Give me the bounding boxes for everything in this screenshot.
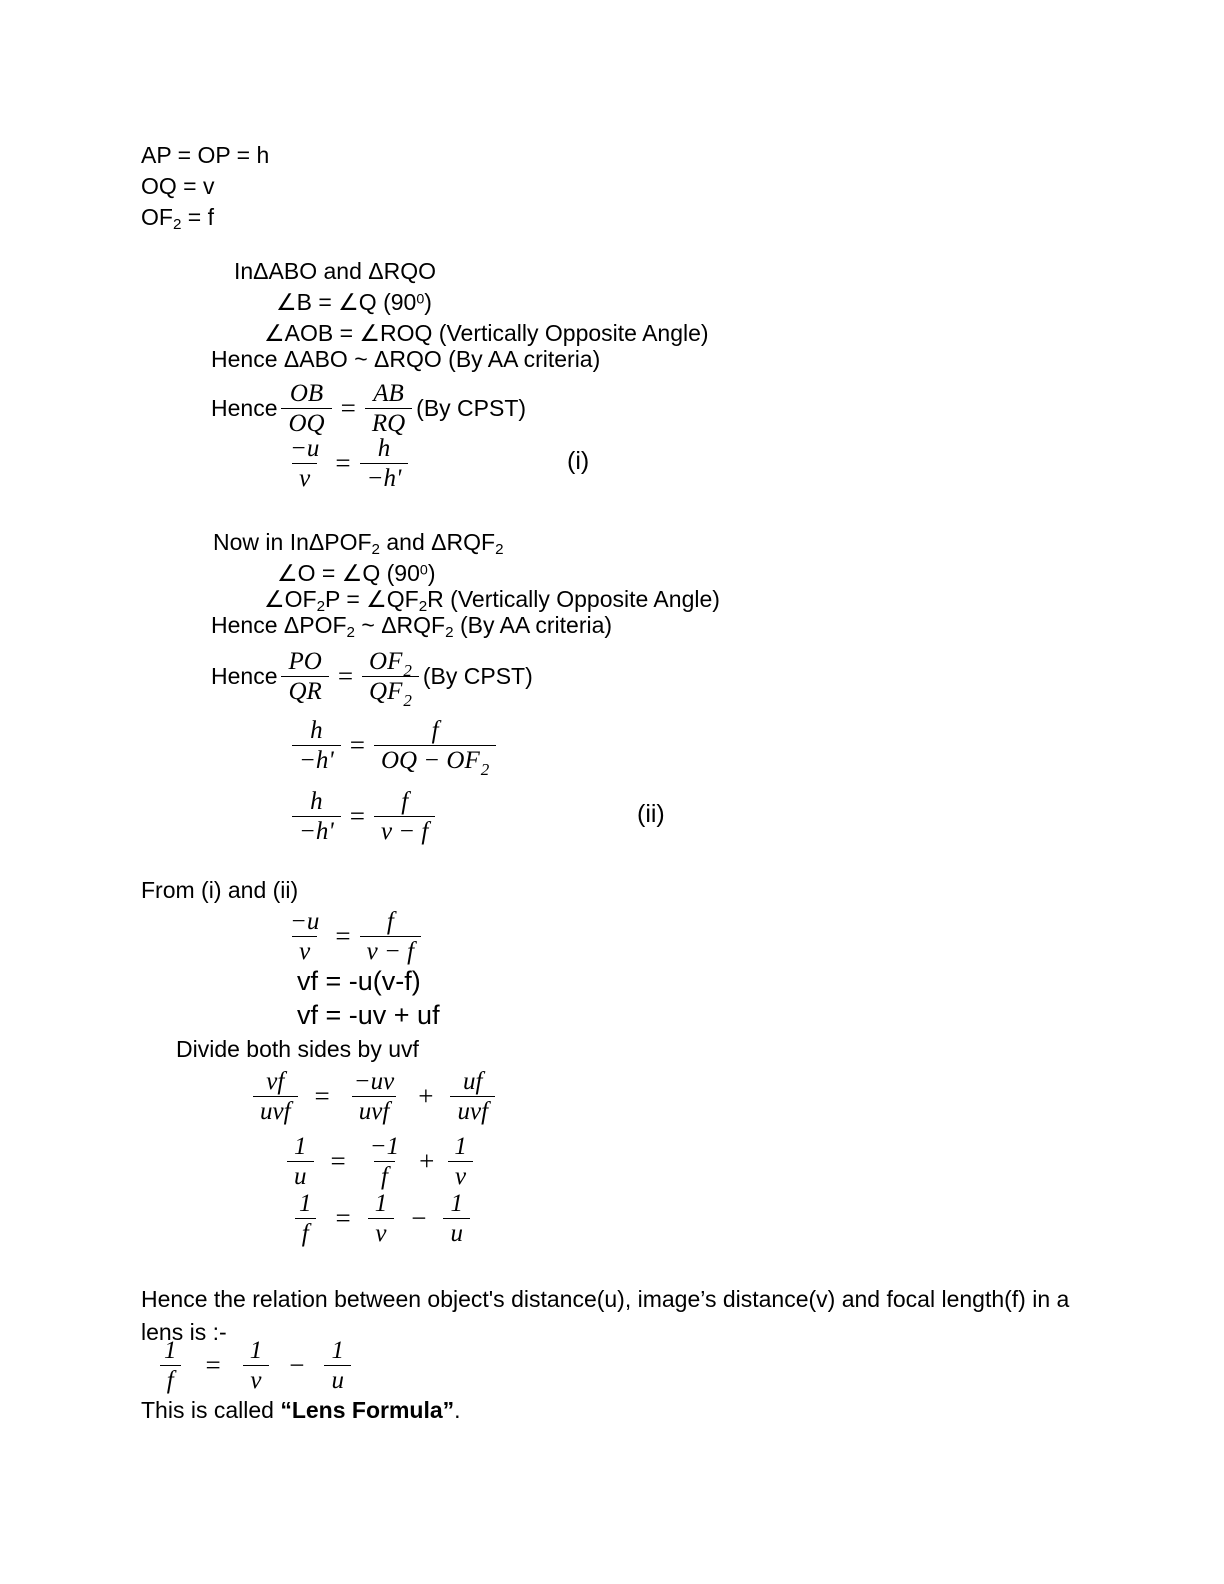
fraction-denominator: OQ bbox=[281, 408, 331, 437]
combine-equation-lens bbox=[292, 1190, 470, 1247]
proof2-line-triangles bbox=[213, 531, 504, 557]
proof2-line3-p2: P = ∠QF bbox=[325, 586, 419, 612]
fraction-denominator: u bbox=[324, 1365, 351, 1394]
fraction-numerator: h bbox=[310, 788, 323, 815]
plus-sign: + bbox=[419, 1146, 435, 1176]
equation-tag-i: (i) bbox=[567, 447, 590, 475]
combine-line-vf-expand: vf = -u(v-f) bbox=[297, 966, 421, 996]
proof2-line4-p0: Hence ΔPOF bbox=[211, 612, 347, 638]
fraction-numerator: OB bbox=[289, 380, 324, 407]
fraction-numerator: vf bbox=[266, 1068, 285, 1095]
proof1-line-right-angles bbox=[276, 291, 432, 314]
proof2-equation-cpst bbox=[211, 648, 533, 711]
combine-equation-substituted bbox=[283, 908, 421, 965]
given-line-oq-v: OQ = v bbox=[141, 173, 215, 199]
fraction-vf-uvf bbox=[253, 1068, 298, 1125]
denominator-subscript: 2 bbox=[403, 691, 412, 711]
fraction-minus-u-v bbox=[283, 908, 326, 965]
proof2-line-right-angles bbox=[277, 562, 435, 585]
fraction-numerator: 1 bbox=[331, 1337, 344, 1364]
fraction-numerator: 1 bbox=[249, 1337, 263, 1364]
fraction-of2-qf2 bbox=[362, 648, 419, 711]
fraction-denominator: f bbox=[295, 1218, 316, 1247]
proof1-line-similarity: Hence ΔABO ~ ΔRQO (By AA criteria) bbox=[211, 346, 601, 372]
proof2-equation-ii bbox=[292, 788, 435, 845]
fraction-po-qr bbox=[281, 648, 328, 705]
proof2-line1-sub2: 2 bbox=[495, 540, 504, 558]
proof2-line3-p0: ∠OF bbox=[264, 586, 317, 612]
equals-sign: = bbox=[205, 1350, 221, 1380]
fraction-ab-rq bbox=[365, 380, 412, 437]
proof1-equation-cpst bbox=[211, 380, 526, 437]
proof1-angle-pre: ∠B = ∠Q (90 bbox=[276, 289, 417, 315]
fraction-numerator: −uv bbox=[353, 1068, 395, 1095]
fraction-numerator: h bbox=[310, 717, 323, 744]
combine-equation-divided bbox=[253, 1068, 495, 1125]
fraction-numerator: f bbox=[431, 717, 439, 744]
fraction-minus-uv-uvf bbox=[347, 1068, 401, 1125]
equals-sign: = bbox=[335, 1203, 351, 1233]
fraction-denominator: v − f bbox=[374, 816, 435, 845]
equals-sign: = bbox=[340, 393, 356, 423]
fraction-one-u bbox=[287, 1133, 314, 1190]
denominator-base: OQ − OF bbox=[380, 747, 480, 774]
conclusion-closing-line bbox=[141, 1399, 461, 1422]
fraction-denominator: v bbox=[243, 1365, 268, 1394]
fraction-denominator: v − f bbox=[360, 936, 421, 965]
fraction-one-f bbox=[292, 1190, 319, 1247]
fraction-numerator: −1 bbox=[369, 1133, 400, 1160]
fraction-denominator: v bbox=[292, 463, 317, 492]
proof2-line3-p3: 2 bbox=[418, 597, 428, 615]
proof2-line4-p1: 2 bbox=[346, 623, 355, 641]
fraction-denominator: v bbox=[448, 1161, 473, 1190]
combine-heading: From (i) and (ii) bbox=[141, 877, 299, 903]
proof2-line4-p2: ~ ΔRQF bbox=[354, 612, 446, 638]
final-lens-formula bbox=[157, 1337, 351, 1394]
fraction-minus-one-f bbox=[363, 1133, 406, 1190]
closing-pre: This is called bbox=[141, 1397, 281, 1423]
fraction-numerator: 1 bbox=[164, 1337, 177, 1364]
fraction-numerator: 1 bbox=[454, 1133, 467, 1160]
fraction-denominator: RQ bbox=[365, 408, 412, 437]
equals-sign: = bbox=[349, 801, 365, 831]
fraction-h-minus-h-prime bbox=[360, 435, 409, 492]
fraction-denominator: v bbox=[292, 936, 317, 965]
fraction-h-minus-h-prime bbox=[292, 788, 341, 845]
proof1-angle-post: ) bbox=[424, 289, 432, 315]
given-line-ap-op-h: AP = OP = h bbox=[141, 142, 270, 168]
proof2-eq1-lead: Hence bbox=[211, 663, 278, 689]
fraction-one-v bbox=[243, 1337, 270, 1394]
fraction-numerator: uf bbox=[463, 1068, 483, 1095]
fraction-denominator: QR bbox=[281, 676, 328, 705]
equals-sign: = bbox=[337, 661, 354, 691]
fraction-denominator: f bbox=[374, 1161, 395, 1190]
proof2-angle-superscript: 0 bbox=[419, 562, 428, 579]
proof2-equation-oq-of2 bbox=[292, 717, 496, 780]
fraction-numerator bbox=[362, 648, 419, 681]
proof2-line-vertical-angles bbox=[264, 588, 720, 614]
proof1-eq1-lead: Hence bbox=[211, 395, 278, 421]
proof2-angle-pre: ∠O = ∠Q (90 bbox=[277, 560, 420, 586]
fraction-one-u bbox=[324, 1337, 351, 1394]
equals-sign: = bbox=[335, 921, 351, 951]
fraction-numerator: 1 bbox=[294, 1133, 307, 1160]
fraction-denominator bbox=[374, 745, 496, 780]
proof2-line4-p4: (By AA criteria) bbox=[453, 612, 613, 638]
fraction-denominator: −h' bbox=[360, 463, 409, 492]
fraction-numerator: 1 bbox=[450, 1190, 463, 1217]
fraction-one-f bbox=[157, 1337, 184, 1394]
proof1-eq1-trail: (By CPST) bbox=[416, 395, 527, 421]
proof2-line3-p1: 2 bbox=[316, 597, 326, 615]
fraction-minus-u-v bbox=[283, 435, 326, 492]
numerator-subscript: 2 bbox=[403, 661, 412, 681]
fraction-numerator: PO bbox=[288, 648, 322, 675]
conclusion-paragraph: Hence the relation between object's distance(u), image’s distance(v) and focal length(f) in a lens is :- bbox=[141, 1286, 1070, 1345]
fraction-denominator: v bbox=[368, 1218, 393, 1247]
fraction-numerator: 1 bbox=[374, 1190, 388, 1217]
proof1-equation-i bbox=[283, 435, 408, 492]
denominator-base: QF bbox=[369, 678, 403, 705]
fraction-f-v-minus-f bbox=[374, 788, 435, 845]
equals-sign: = bbox=[335, 448, 351, 478]
fraction-numerator: f bbox=[386, 908, 394, 935]
fraction-h-minus-h-prime bbox=[292, 717, 341, 774]
equals-sign: = bbox=[314, 1081, 330, 1111]
combine-line-vf-distributed: vf = -uv + uf bbox=[297, 1000, 440, 1030]
fraction-denominator: uvf bbox=[450, 1096, 495, 1125]
fraction-one-v bbox=[447, 1133, 474, 1190]
fraction-one-v bbox=[368, 1190, 395, 1247]
fraction-numerator: −u bbox=[290, 435, 320, 462]
closing-post: . bbox=[454, 1397, 461, 1423]
fraction-numerator: f bbox=[401, 788, 409, 815]
fraction-denominator: −h' bbox=[292, 745, 341, 774]
numerator-base: OF bbox=[369, 648, 403, 675]
given-of2-value: = f bbox=[181, 204, 215, 230]
proof2-eq1-trail: (By CPST) bbox=[422, 663, 533, 689]
fraction-numerator: AB bbox=[373, 380, 404, 407]
fraction-ob-oq bbox=[281, 380, 331, 437]
lens-formula-bold: “Lens Formula” bbox=[280, 1397, 455, 1423]
proof2-line1-pre: Now in InΔPOF bbox=[213, 529, 372, 555]
combine-divide-note: Divide both sides by uvf bbox=[176, 1036, 419, 1062]
denominator-subscript: 2 bbox=[480, 760, 490, 780]
proof1-angle-superscript: 0 bbox=[416, 291, 425, 308]
minus-sign: − bbox=[411, 1203, 427, 1233]
fraction-denominator: u bbox=[287, 1161, 314, 1190]
fraction-f-v-minus-f bbox=[360, 908, 421, 965]
fraction-one-u bbox=[443, 1190, 470, 1247]
fraction-f-oq-minus-of2 bbox=[374, 717, 496, 780]
fraction-denominator: u bbox=[443, 1218, 470, 1247]
fraction-denominator: −h' bbox=[292, 816, 341, 845]
given-of2-label: OF bbox=[141, 204, 173, 230]
fraction-numerator: 1 bbox=[299, 1190, 312, 1217]
fraction-denominator: uvf bbox=[352, 1096, 397, 1125]
fraction-denominator: uvf bbox=[253, 1096, 298, 1125]
given-of2-subscript: 2 bbox=[172, 215, 182, 233]
fraction-denominator: f bbox=[160, 1365, 181, 1394]
proof2-line4-p3: 2 bbox=[445, 623, 454, 641]
fraction-numerator: h bbox=[377, 435, 391, 462]
plus-sign: + bbox=[418, 1081, 434, 1111]
proof2-line-similarity bbox=[211, 614, 612, 640]
proof1-line-triangles: InΔABO and ΔRQO bbox=[234, 258, 437, 284]
equals-sign: = bbox=[330, 1146, 346, 1176]
fraction-denominator bbox=[362, 676, 419, 711]
equation-tag-ii: (ii) bbox=[637, 800, 665, 828]
proof2-line1-sub1: 2 bbox=[371, 540, 380, 558]
fraction-uf-uvf bbox=[450, 1068, 495, 1125]
minus-sign: − bbox=[289, 1350, 305, 1380]
combine-equation-reciprocals bbox=[287, 1133, 474, 1190]
proof2-line3-p4: R (Vertically Opposite Angle) bbox=[427, 586, 720, 612]
given-line-of2-f bbox=[141, 206, 214, 232]
proof2-angle-post: ) bbox=[427, 560, 436, 586]
proof1-line-vertical-angles: ∠AOB = ∠ROQ (Vertically Opposite Angle) bbox=[264, 320, 709, 346]
fraction-numerator: −u bbox=[290, 908, 320, 935]
proof2-line1-mid: and ΔRQF bbox=[379, 529, 496, 555]
equals-sign: = bbox=[349, 730, 365, 760]
